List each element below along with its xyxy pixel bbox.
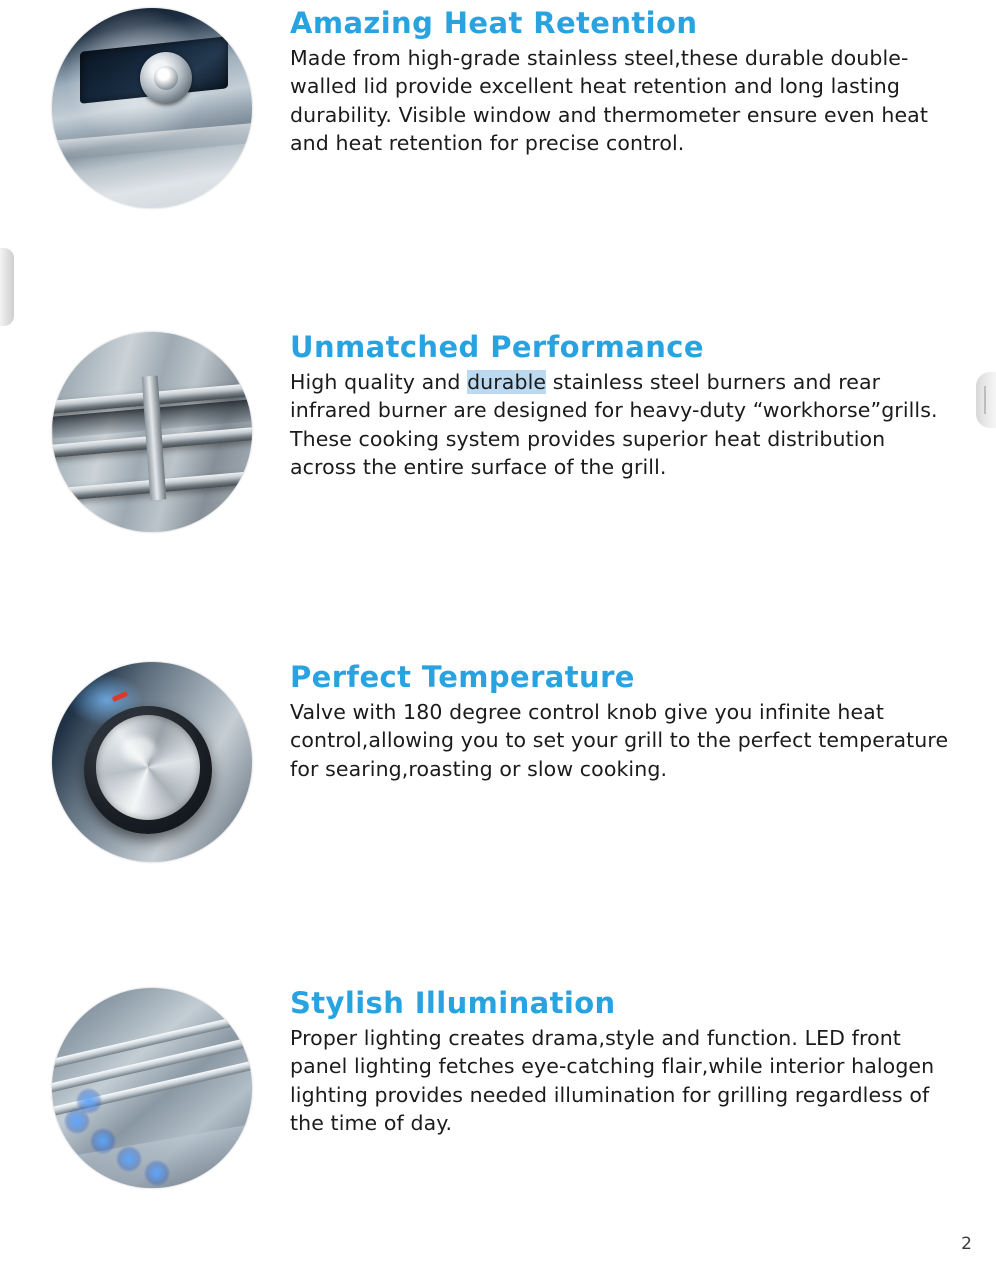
feature-text-block [290,988,955,1138]
feature-body: Valve with 180 degree control knob give you infinite heat control,allowing you to set your grill to the perfect temperature for searing,roasting or slow cooking. [290,699,949,781]
feature-title: Unmatched Performance [290,330,704,364]
feature-image-burners [52,332,252,532]
feature-body-before: High quality and [290,369,468,394]
feature-image-led [52,988,252,1188]
feature-image-lid [52,8,252,208]
feature-title: Amazing Heat Retention [290,6,698,40]
feature-stylish-illumination [52,988,955,1188]
feature-body: Made from high-grade stainless steel,these durable double-walled lid provide excellent heat retention and long lasting durability. Visible window and thermometer ensure even heat and heat retention for precise control. [290,45,928,156]
page-edge-left-artifact [0,248,14,326]
feature-image-knob [52,662,252,862]
feature-body: Proper lighting creates drama,style and function. LED front panel lighting fetches eye-catching flair,while interior halogen lighting provides needed illumination for grilling regardless of the time of day. [290,1025,935,1136]
page-edge-right-artifact [976,372,996,428]
feature-title: Stylish Illumination [290,986,616,1020]
feature-heat-retention [52,8,955,208]
page-number: 2 [961,1234,972,1254]
feature-unmatched-performance [52,332,955,532]
feature-body [290,368,955,482]
feature-body-highlight: durable [467,369,547,394]
feature-body-after: stainless steel burners and rear infrared burner are designed for heavy-duty “workhorse”grills. These cooking system provides superior heat distribution across the entire surface of the grill. [290,369,938,480]
feature-text-block [290,8,955,158]
feature-perfect-temperature [52,662,955,862]
feature-title: Perfect Temperature [290,660,635,694]
feature-text-block [290,332,955,482]
feature-text-block [290,662,955,783]
